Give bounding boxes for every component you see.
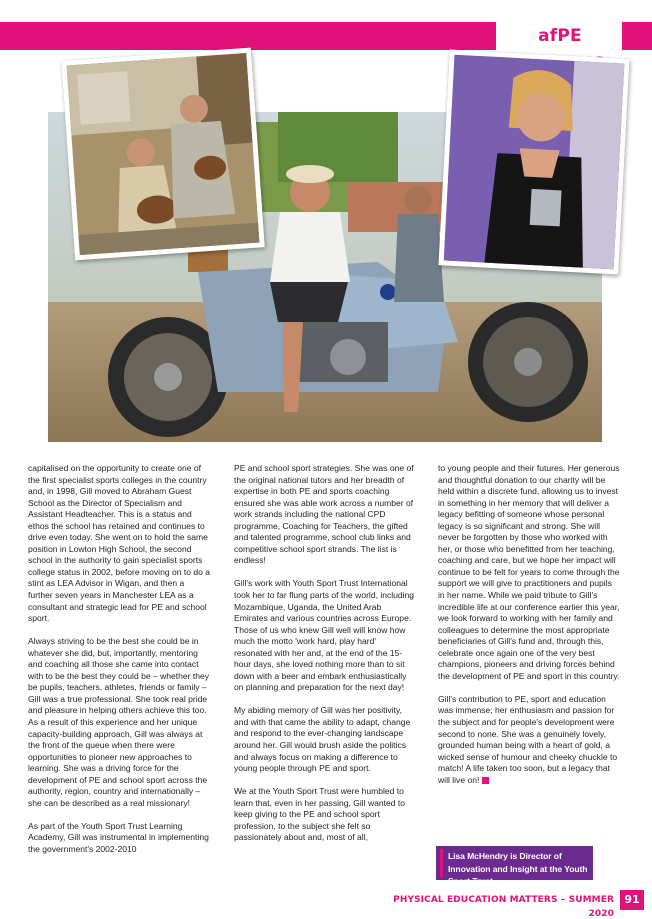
author-bio: Lisa McHendry is Director of Innovation and Insight at the Youth Sport Trust. bbox=[448, 851, 588, 886]
page-number: 91 bbox=[620, 890, 644, 910]
paragraph: to young people and their futures. Her generous and thoughtful donation to our charity will be held within a discrete fund, allowing us to invest in something in her memory that will deliver a legacy befitting of someone whose personal legacy is so significant and strong. She will never be forgotten by those who worked with her, or those who benefitted from her teaching, coaching and care, but we hope her impact will continue to be felt for years to come through the support we will give to practitioners and pupils in her name. While we paid tribute to Gill's incredible life at our conference earlier this year, we look forward to working with her family and colleagues to determine the most appropriate beneficiaries of Gill's fund and, through this, celebrate once again one of the very best champions, pioneers and driving forces behind the development of PE and sport in this country. bbox=[438, 463, 620, 681]
paragraph: PE and school sport strategies. She was one of the original national tutors and her breadth of expertise in both PE and sports coaching ensured she was able work across a number of work strands including the national CPD programme, Coaching for Teachers, the gifted and talented programme, school club links and competitive school sport strands. The list is endless! bbox=[234, 463, 414, 566]
author-bio-box bbox=[436, 846, 593, 886]
paragraph: My abiding memory of Gill was her positivity, and with that came the ability to adapt, change and respond to the ever-changing landscape around her. Gill would brush aside the politics and always focus on making a difference to young people through PE and sport. bbox=[234, 705, 411, 774]
paragraph: We at the Youth Sport Trust were humbled to learn that, even in her passing, Gill wanted to keep giving to the PE and school sport profession, to the subject she felt so passionately about and, most of all, bbox=[234, 786, 406, 843]
article-column-3 bbox=[438, 463, 620, 798]
paragraph: Always striving to be the best she could be in whatever she did, but, importantly, mentoring and coaching all those she came into contact with to be the best they could be – whether they be pupils, teachers, athletes, friends or family – Gill was a true professional. She took real pride and pleasure in helping others achieve this too. As a result of this experience and her unique capacity-building approach, Gill was always at the front of the queue when there were opportunities to pioneer new approaches to learning. She was a driving force for the development of PE and school sport across the authority, region, country and internationally – she can be described as a real missionary! bbox=[28, 636, 210, 808]
paragraph: Gill's work with Youth Sport Trust International took her to far flung parts of the world, including Mozambique, Uganda, the United Arab Emirates and various countries across Europe. Those of us who knew Gill well will know how much the motto 'work hard, play hard' resonated with her and, at the end of the 15-hour days, she loved nothing more than to sit down with a beer and embark enthusiastically on planning and preparation for the next day! bbox=[234, 578, 415, 693]
footer-publication: PHYSICAL EDUCATION MATTERS – SUMMER 2020 bbox=[393, 895, 614, 919]
article-column-1 bbox=[28, 463, 210, 867]
article-column-2 bbox=[234, 463, 416, 855]
end-mark-icon bbox=[482, 777, 489, 784]
header-bar-right bbox=[622, 22, 652, 50]
paragraph: capitalised on the opportunity to create one of the first specialist sports colleges in the country and, in 1998, Gill moved to Abraham Guest School as the Director of Specialism and Assistant Headteacher. This is a status and ethos the school has retained and continues to drive even today. She went on to hold the same position in Lowton High School, the second school in the authority to gain specialist sports college status in 2002, before moving on to do a stint as LEA Advisor in Wigan, and then a further seven years in Manchester LEA as a consultant and strategic lead for PE and school sport. bbox=[28, 463, 210, 624]
section-title: afPE bbox=[538, 26, 582, 46]
portrait-photo bbox=[438, 49, 629, 274]
bio-accent-bar bbox=[440, 849, 443, 877]
header-bar-left bbox=[0, 22, 496, 50]
photo-collage bbox=[48, 50, 602, 442]
paragraph-final bbox=[438, 694, 620, 786]
paragraph: As part of the Youth Sport Trust Learning Academy, Gill was instrumental in implementing the government's 2002-2010 bbox=[28, 820, 209, 854]
paragraph-text: Gill's contribution to PE, sport and education was immense; her enthusiasm and passion for the subject and for people's development were second to none. She was a genuinely lovely, grounded human being with a heart of gold, a wicked sense of humour and cheeky chuckle to match! A life taken too soon, but a legacy that will live on! bbox=[438, 693, 618, 785]
ukulele-photo bbox=[61, 48, 264, 261]
